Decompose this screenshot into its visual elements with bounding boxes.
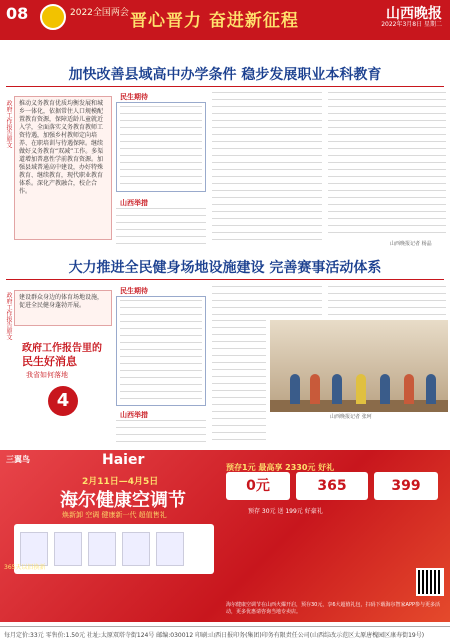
card-line1: 政府工作报告里的: [22, 343, 102, 354]
article1-col2: [212, 92, 322, 246]
issue-date: 2022年3月8日 星期二: [381, 21, 442, 28]
article1-sidebar-label: 政府工作报告原文: [5, 100, 12, 148]
newspaper-name: 山西晚报: [386, 6, 442, 22]
price-tag-3: 399: [374, 472, 438, 500]
article1-intro-box: [116, 102, 206, 192]
price-tag-1: 0元: [226, 472, 290, 500]
article2-sidebar-label: 政府工作报告原文: [5, 292, 12, 340]
article2-col2: [212, 286, 322, 316]
article2-subhead-measures: 山西举措: [120, 411, 148, 419]
article1-credit: 山西晚报记者 杨晶: [390, 241, 432, 247]
ad-subtitle: 焕新卸 空调 健康新一代 超值售礼: [62, 511, 167, 519]
page-number: 08: [6, 4, 29, 23]
article2-sidebar: 建设群众身边的体育场地设施，促进全民健身蓬勃开展。: [14, 290, 112, 326]
article1-subhead-measures: 山西举措: [120, 199, 148, 207]
article2-intro-box: [116, 296, 206, 406]
header-slogan: 晋心晋力 奋进新征程: [130, 11, 299, 31]
card-number: 4: [48, 386, 78, 416]
ad-headline: 预存1元 最高享 2330元 好礼: [226, 463, 335, 472]
divider: [6, 86, 444, 87]
article2-col2b: [212, 320, 266, 446]
price-tag-2: 365: [296, 472, 368, 500]
article1-headline: 加快改善县域高中办学条件 稳步发展职业本科教育: [68, 67, 382, 83]
sports-photo: [270, 320, 448, 412]
footer: 每月定价:33元 零售价:1.50元 社址:太原双塔寺街124号 邮编:030012 印刷:山西日报印务(集团)印务有限责任公司(山西综改示范区太原唐槐园区康寿街19号): [0, 626, 450, 640]
photo-credit: 山西晚报记者 张珂: [330, 414, 372, 420]
qr-code-icon[interactable]: [416, 568, 444, 596]
trade-in-badge: 365天以旧换新: [4, 564, 46, 571]
card-line2: 民生好消息: [22, 355, 77, 368]
article1-col3: [328, 92, 446, 238]
article1-sidebar: 推动义务教育优质均衡发展和城乡一体化，依据常住人口规模配置教育资源，保障适龄儿童就近入学，全面落实义务教育教师工资待遇，加强乡村教师定向培养、在职培训与待遇保障。继续做好义务教育“双减”工作。多渠道增加普惠性学前教育资源。加强县域普通高中建设，办好特殊教育、继续教育，现代职业教育体系。深化产教融合，校企合作。: [14, 96, 112, 240]
ad-date: 2月11日—4月5日: [82, 477, 159, 487]
emblem-icon: [40, 4, 66, 30]
feature-card: [14, 334, 112, 424]
divider: [6, 279, 444, 280]
haier-advert[interactable]: [0, 450, 450, 622]
card-line3: 我省如何落地: [26, 371, 68, 379]
header-tag: 2022全国两会: [70, 8, 129, 18]
article2-col1: [116, 420, 206, 446]
masthead: [0, 0, 450, 40]
article2-col3: [328, 286, 446, 316]
brand-haier: Haier: [102, 452, 145, 468]
article2-headline: 大力推进全民健身场地设施建设 完善赛事活动体系: [68, 260, 382, 276]
article1-col1: [116, 208, 206, 246]
brand-sanyiniao: 三翼鸟: [6, 455, 30, 464]
article2-subhead-expect: 民生期待: [120, 287, 148, 295]
ad-promo-line: 预存 30元 送 199元 好豪礼: [248, 508, 323, 515]
ad-title: 海尔健康空调节: [60, 490, 186, 511]
article1-subhead-expect: 民生期待: [120, 93, 148, 101]
ad-footnote: 海尔健康空调节在山西火爆开启，预存30元，享6大超值礼包，扫码下载海尔智家APP参与更多活动，更多优惠请咨询当地专卖店。: [226, 602, 440, 615]
